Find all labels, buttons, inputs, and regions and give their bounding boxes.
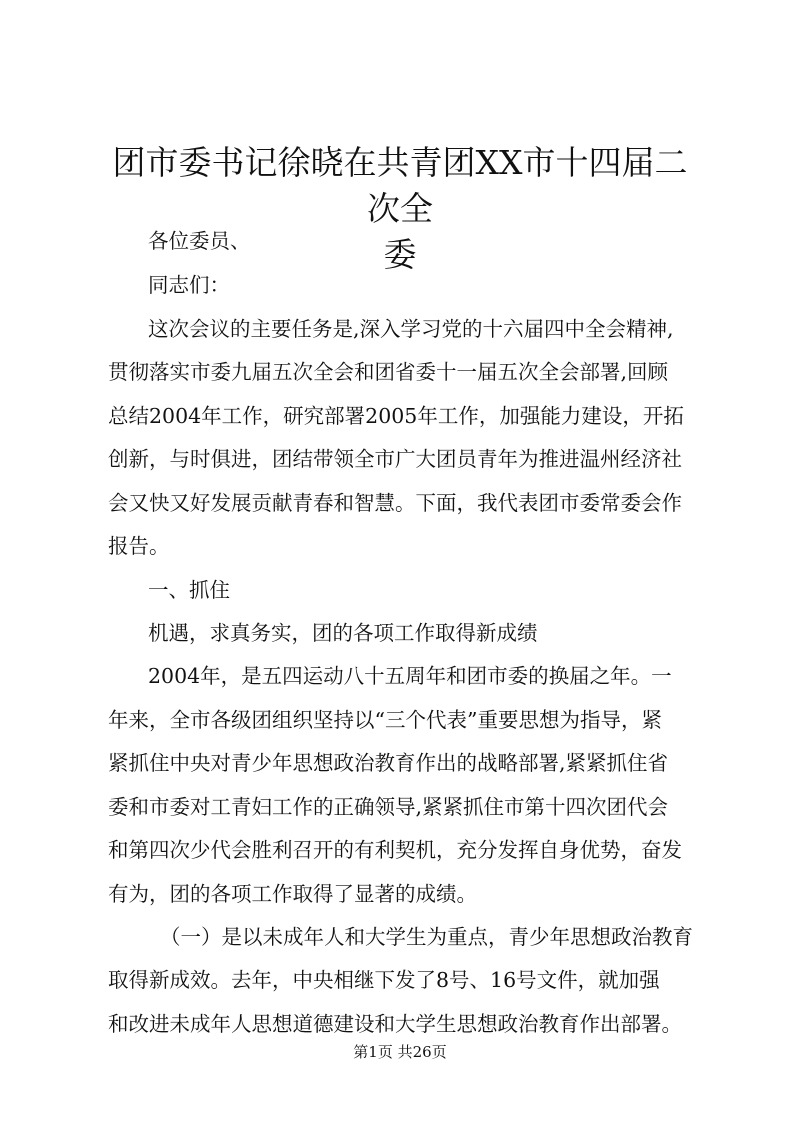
paragraph-1-line: 报告。 (108, 534, 170, 558)
paragraph-2-line: 和第四次少代会胜利召开的有利契机，充分发挥自身优势，奋发 (108, 838, 682, 862)
paragraph-1-line: 会又快又好发展贡献青春和智慧。下面，我代表团市委常委会作 (108, 491, 682, 515)
paragraph-2-line: 有为，团的各项工作取得了显著的成绩。 (108, 882, 477, 906)
section-heading-1-continued: 机遇，求真务实，团的各项工作取得新成绩 (148, 621, 538, 645)
paragraph-2-line: 2004年，是五四运动八十五周年和团市委的换届之年。一 (148, 664, 672, 688)
paragraph-1-line: 这次会议的主要任务是,深入学习党的十六届四中全会精神, (148, 317, 674, 341)
paragraph-3-line: 和改进未成年人思想道德建设和大学生思想政治教育作出部署。 (108, 1012, 682, 1036)
section-heading-1: 一、抓住 (148, 578, 230, 602)
page-number-footer: 第1页 共26页 (353, 1043, 447, 1061)
salutation-line-1: 各位委员、 (148, 229, 251, 253)
paragraph-3-line: 取得新成效。去年，中央相继下发了8号、16号文件，就加强 (108, 968, 660, 992)
title-line-1: 团市委书记徐晓在共青团XX市十四届二次全 (112, 143, 688, 228)
salutation-line-2: 同志们： (148, 273, 230, 297)
paragraph-1-line: 创新，与时俱进，团结带领全市广大团员青年为推进温州经济社 (108, 447, 682, 471)
paragraph-2-line: 紧抓住中央对青少年思想政治教育作出的战略部署,紧紧抓住省 (108, 751, 669, 775)
paragraph-3-line: （一）是以未成年人和大学生为重点，青少年思想政治教育 (160, 925, 693, 949)
paragraph-1-line: 贯彻落实市委九届五次全会和团省委十一届五次全会部署,回顾 (108, 360, 669, 384)
document-title (100, 140, 700, 278)
title-line-2: 委 (383, 235, 417, 274)
paragraph-1-line: 总结2004年工作，研究部署2005年工作，加强能力建设，开拓 (108, 404, 684, 428)
paragraph-2-line: 年来，全市各级团组织坚持以“三个代表”重要思想为指导，紧 (108, 708, 662, 732)
paragraph-2-line: 委和市委对工青妇工作的正确领导,紧紧抓住市第十四次团代会 (108, 795, 669, 819)
